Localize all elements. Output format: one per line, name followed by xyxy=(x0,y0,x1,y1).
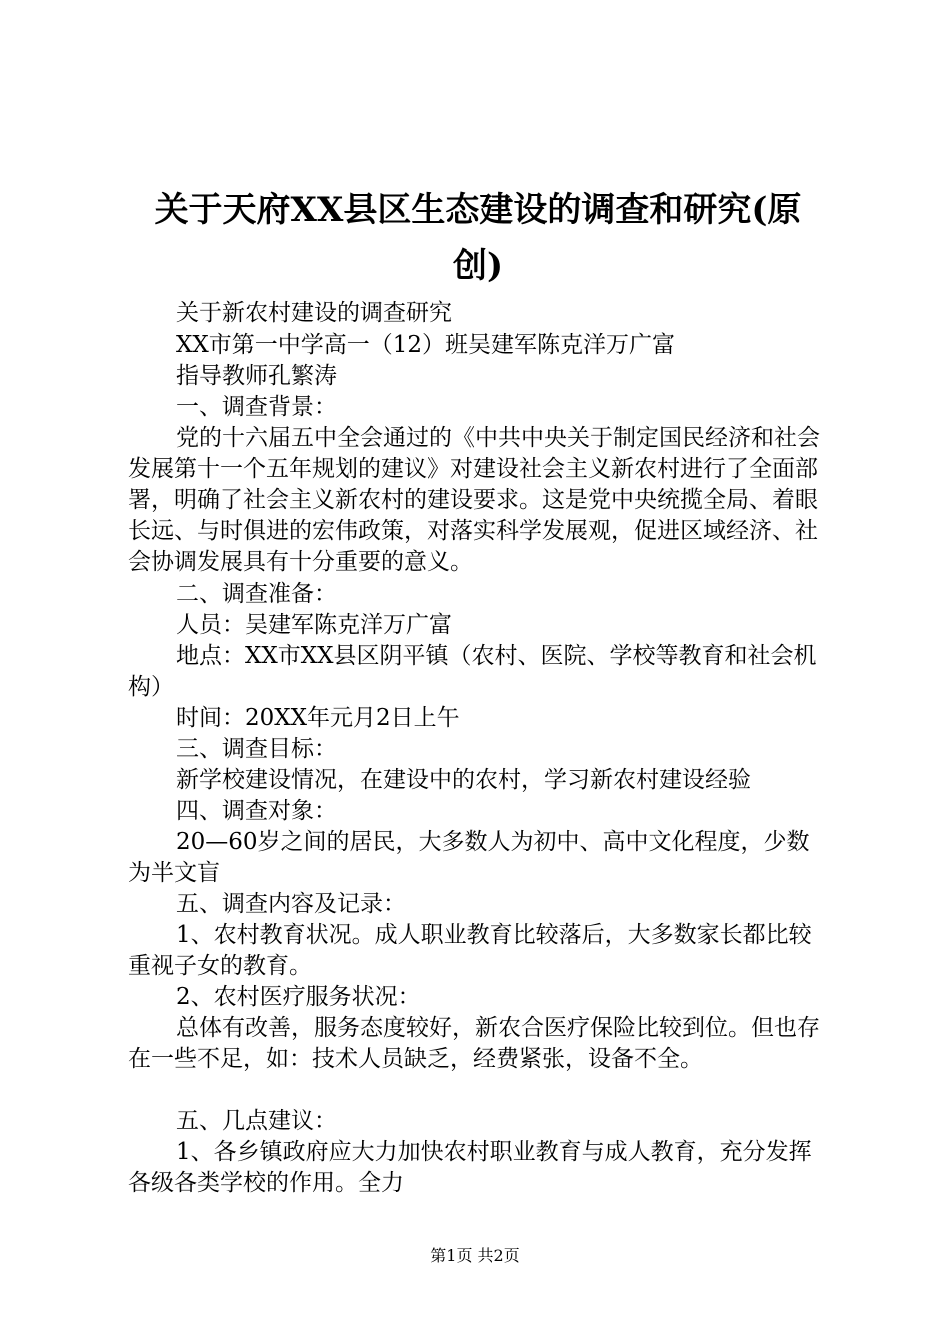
section-heading-subjects: 四、调查对象： xyxy=(176,798,337,824)
section-heading-suggestions: 五、几点建议： xyxy=(176,1108,337,1134)
medical-paragraph: 总体有改善，服务态度较好，新农合医疗保险比较到位。但也存在一些不足，如：技术人员缺乏，经费紧张，设备不全。 xyxy=(128,1015,820,1072)
background-paragraph: 党的十六届五中全会通过的《中共中央关于制定国民经济和社会发展第十一个五年规划的建议》对建设社会主义新农村进行了全面部署，明确了社会主义新农村的建设要求。这是党中央统揽全局、着眼长远、与时俱进的宏伟政策，对落实科学发展观，促进区域经济、社会协调发展具有十分重要的意义。 xyxy=(128,425,820,575)
author-line: XX市第一中学高一（12）班吴建军陈克洋万广富 xyxy=(176,332,676,358)
document-title xyxy=(128,182,828,294)
section-heading-preparation: 二、调查准备： xyxy=(176,581,337,607)
education-paragraph: 1、农村教育状况。成人职业教育比较落后，大多数家长都比较重视子女的教育。 xyxy=(128,922,812,979)
personnel-line: 人员：吴建军陈克洋万广富 xyxy=(176,612,452,638)
subjects-paragraph: 20—60岁之间的居民，大多数人为初中、高中文化程度，少数为半文盲 xyxy=(128,829,810,886)
section-heading-background: 一、调查背景： xyxy=(176,394,337,420)
page-footer: 第1页 共2页 xyxy=(430,1246,520,1265)
advisor-line: 指导教师孔繁涛 xyxy=(176,363,337,389)
goal-line: 新学校建设情况，在建设中的农村，学习新农村建设经验 xyxy=(176,767,751,793)
title-line-1: 关于天府XX县区生态建设的调查和研究(原 xyxy=(154,190,802,230)
time-line: 时间：20XX年元月2日上午 xyxy=(176,705,460,731)
section-heading-goal: 三、调查目标： xyxy=(176,736,337,762)
title-line-2: 创) xyxy=(452,246,504,286)
section-heading-content: 五、调查内容及记录： xyxy=(176,891,406,917)
suggestion-paragraph: 1、各乡镇政府应大力加快农村职业教育与成人教育，充分发挥各级各类学校的作用。全力 xyxy=(128,1139,812,1196)
subtitle: 关于新农村建设的调查研究 xyxy=(176,300,452,326)
medical-heading: 2、农村医疗服务状况： xyxy=(176,984,421,1010)
location-line: 地点：XX市XX县区阴平镇（农村、医院、学校等教育和社会机构） xyxy=(128,643,817,700)
